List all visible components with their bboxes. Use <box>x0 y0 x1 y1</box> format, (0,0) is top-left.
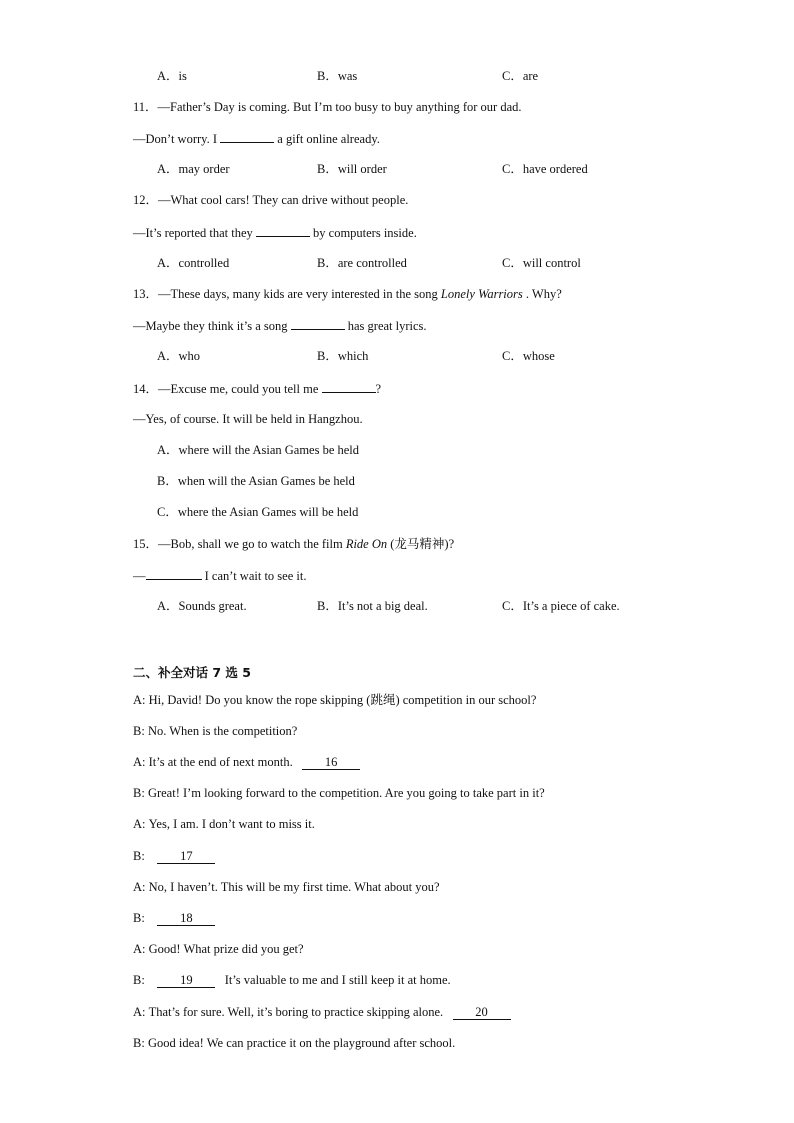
q15-reply-before: — <box>133 569 146 583</box>
q12-reply <box>133 224 417 241</box>
dialogue-line <box>133 879 440 895</box>
q11-option-b: B．will order <box>317 162 387 176</box>
q14-stem-after: ? <box>375 382 382 396</box>
dialogue-text: Hi, David! Do you know the rope skipping (跳绳) competition in our school? <box>148 693 537 707</box>
speaker-label: B: <box>133 973 145 987</box>
q15-option-b: B．It’s not a big deal. <box>317 599 428 613</box>
q15-stem-after: (龙马精神)? <box>387 537 455 551</box>
dialogue-line <box>133 1035 455 1051</box>
speaker-label: A: <box>133 693 146 707</box>
q10-option-b: B．was <box>317 69 358 83</box>
q15-reply <box>133 567 306 584</box>
q10-option-a: A．is <box>157 69 187 83</box>
q11-reply-after: a gift online already. <box>274 132 380 146</box>
speaker-label: A: <box>133 880 146 894</box>
q13-answer-blank[interactable] <box>291 317 345 330</box>
q13-song-title: Lonely Warriors <box>440 287 523 301</box>
dialogue-text: Good idea! We can practice it on the playground after school. <box>147 1036 456 1050</box>
q13-option-c: C．whose <box>502 349 555 363</box>
dialogue-line <box>133 1004 511 1020</box>
dialogue-text: No, I haven’t. This will be my first time. What about you? <box>148 880 440 894</box>
speaker-label: B: <box>133 911 145 925</box>
dialogue-text: That’s for sure. Well, it’s boring to practice skipping alone. <box>148 1005 444 1019</box>
q13-option-b: B．which <box>317 349 369 363</box>
q13-option-a: A．who <box>157 349 201 363</box>
dialogue-line <box>133 848 215 864</box>
speaker-label: A: <box>133 942 146 956</box>
q13-stem-before: 13．—These days, many kids are very interested in the song <box>133 287 441 301</box>
q14-stem <box>133 380 381 397</box>
q12-reply-before: —It’s reported that they <box>133 226 256 240</box>
dialogue-text: Great! I’m looking forward to the competition. Are you going to take part in it? <box>147 786 545 800</box>
answer-blank-18[interactable]: 18 <box>157 911 215 926</box>
dialogue-text: Good! What prize did you get? <box>148 942 304 956</box>
q15-reply-after: I can’t wait to see it. <box>201 569 307 583</box>
q15-answer-blank[interactable] <box>146 567 202 580</box>
speaker-label: B: <box>133 786 145 800</box>
q13-reply-after: has great lyrics. <box>344 319 427 333</box>
q12-option-c: C．will control <box>502 256 581 270</box>
q13-reply <box>133 317 427 334</box>
q15-stem <box>133 536 454 552</box>
dialogue-text: No. When is the competition? <box>147 724 298 738</box>
answer-blank-16[interactable]: 16 <box>302 755 360 770</box>
speaker-label: B: <box>133 724 145 738</box>
speaker-label: A: <box>133 1005 146 1019</box>
q11-reply <box>133 130 380 147</box>
q15-film-title: Ride On <box>345 537 388 551</box>
q15-option-c: C．It’s a piece of cake. <box>502 599 620 613</box>
q12-answer-blank[interactable] <box>256 224 310 237</box>
q14-reply: —Yes, of course. It will be held in Hangzhou. <box>133 412 363 426</box>
q10-option-c: C．are <box>502 69 539 83</box>
speaker-label: B: <box>133 1036 145 1050</box>
answer-blank-17[interactable]: 17 <box>157 849 215 864</box>
q15-option-a: A．Sounds great. <box>157 599 247 613</box>
dialogue-line <box>133 941 304 957</box>
answer-blank-20[interactable]: 20 <box>453 1005 511 1020</box>
q12-reply-after: by computers inside. <box>309 226 417 240</box>
q13-stem <box>133 286 562 302</box>
dialogue-text: It’s at the end of next month. <box>148 755 293 769</box>
q15-stem-before: 15．—Bob, shall we go to watch the film <box>133 537 346 551</box>
q11-stem: 11．—Father’s Day is coming. But I’m too busy to buy anything for our dad. <box>133 100 522 114</box>
dialogue-line <box>133 816 315 832</box>
speaker-label: A: <box>133 755 146 769</box>
dialogue-line <box>133 754 360 770</box>
dialogue-line <box>133 692 536 708</box>
q14-answer-blank[interactable] <box>322 380 376 393</box>
q11-option-c: C．have ordered <box>502 162 588 176</box>
dialogue-text: It’s valuable to me and I still keep it at home. <box>224 973 451 987</box>
q14-option-b: B．when will the Asian Games be held <box>157 474 355 488</box>
answer-blank-19[interactable]: 19 <box>157 973 215 988</box>
speaker-label: A: <box>133 817 146 831</box>
q13-stem-after: . Why? <box>522 287 562 301</box>
speaker-label: B: <box>133 849 145 863</box>
q13-reply-before: —Maybe they think it’s a song <box>133 319 291 333</box>
q12-stem: 12．—What cool cars! They can drive without people. <box>133 193 409 207</box>
dialogue-text: Yes, I am. I don’t want to miss it. <box>148 817 315 831</box>
q14-option-a: A．where will the Asian Games be held <box>157 443 360 457</box>
q14-stem-before: 14．—Excuse me, could you tell me <box>133 382 322 396</box>
q12-option-b: B．are controlled <box>317 256 407 270</box>
q12-option-a: A．controlled <box>157 256 230 270</box>
q14-option-c: C．where the Asian Games will be held <box>157 505 359 519</box>
q11-option-a: A．may order <box>157 162 230 176</box>
dialogue-line <box>133 972 451 988</box>
section2-heading: 二、补全对话 7 选 5 <box>133 665 251 680</box>
dialogue-line <box>133 723 297 739</box>
dialogue-line <box>133 910 215 926</box>
dialogue-line <box>133 785 545 801</box>
q11-reply-before: —Don’t worry. I <box>133 132 221 146</box>
q11-answer-blank[interactable] <box>220 130 274 143</box>
